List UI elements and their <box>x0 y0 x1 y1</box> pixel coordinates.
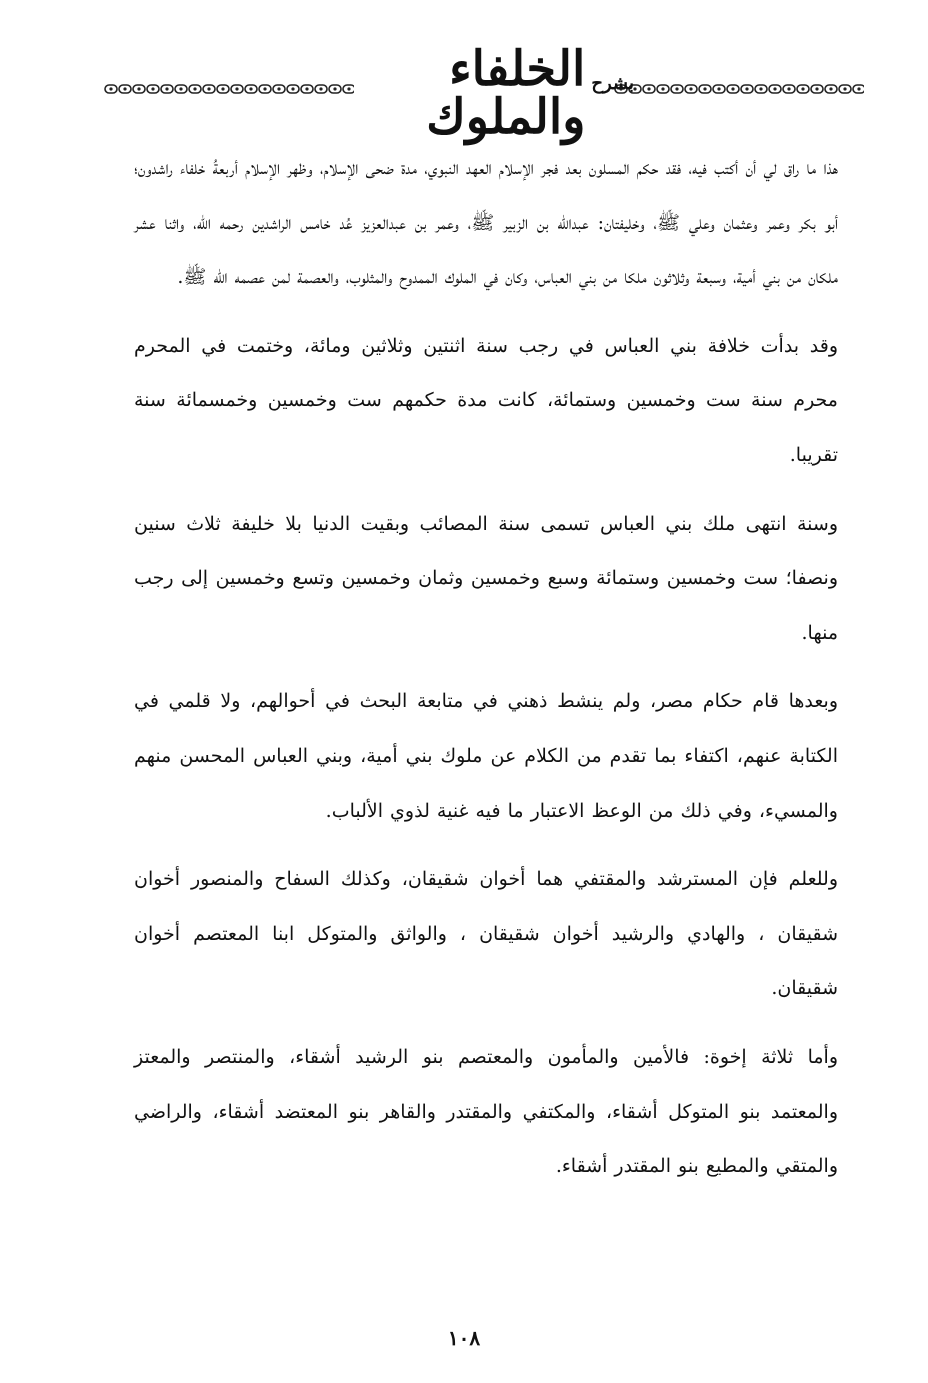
paragraph: وأما ثلاثة إخوة: فالأمين والمأمون والمعتصم بنو الرشيد أشقاء، والمنتصر والمعتز والمعتمد بنو المتوكل أشقاء، والمكتفي والمقتدر والقاهر بنو المعتضد أشقاء، والراضي والمتقي والمطيع بنو المقتدر أشقاء. <box>134 1045 838 1178</box>
paragraph: وللعلم فإن المسترشد والمقتفي هما أخوان شقيقان، وكذلك السفاح والمنصور أخوان شقيقان ، والهادي والرشيد أخوان شقيقان ، والواثق والمتوكل ابنا المعتصم أخوان شقيقان. <box>134 868 838 1000</box>
page-body <box>134 141 838 1208</box>
title-prefix: بشرح <box>591 72 634 94</box>
paragraph: هذا ما راق لي أن أكتب فيه، فقد حكم المسلون بعد فجر الإسلام العهد النبوي، مدة ضحى الإسلام، وظهر الإسلام أربعةُ خلفاء راشدون؛ أبو بكر وعمر وعثمان وعلي ﷺ، وخليفتان: عبدالله بن الزبير ﷺ، وعمر بن عبدالعزيز عُد خامس الراشدين رحمه الله، واثنا عشر ملكان من بني أمية، وسبعة وثلاثون ملكا من بني العباس، وكان في الملوك الممدوح والمثلوب، والعصمة لمن عصمه الله ﷺ. <box>134 157 838 289</box>
page-number: ١٠٨ <box>447 1326 481 1350</box>
paragraph: وبعدها قام حكام مصر، ولم ينشط ذهني في متابعة البحث في أحوالهم، ولا قلمي في الكتابة عنهم، اكتفاء بما تقدم من الكلام عن ملوك بني أمية، وبني العباس المحسن منهم والمسيء، وفي ذلك من الوعظ الاعتبار ما فيه غنية لذوي الألباب. <box>134 690 838 822</box>
paragraph: وقد بدأت خلافة بني العباس في رجب سنة اثنتين وثلاثين ومائة، وختمت في المحرم محرم سنة ست وخمسين وستمائة، كانت مدة حكمهم ست وخمسين وخمسمائة سنة تقريبا. <box>134 334 838 466</box>
paragraph: وسنة انتهى ملك بني العباس تسمى سنة المصائب وبقيت الدنيا بلا خليفة ثلاث سنين ونصفا؛ ست وخمسين وستمائة وسبع وخمسين وثمان وخمسين وتسع وخمسين إلى رجب منها. <box>134 512 838 644</box>
decorative-border-right <box>614 82 864 96</box>
decorative-border-left <box>104 82 354 96</box>
book-title: الخلفاء والملوك <box>426 41 586 145</box>
running-title <box>334 38 634 148</box>
page-header <box>104 36 864 146</box>
